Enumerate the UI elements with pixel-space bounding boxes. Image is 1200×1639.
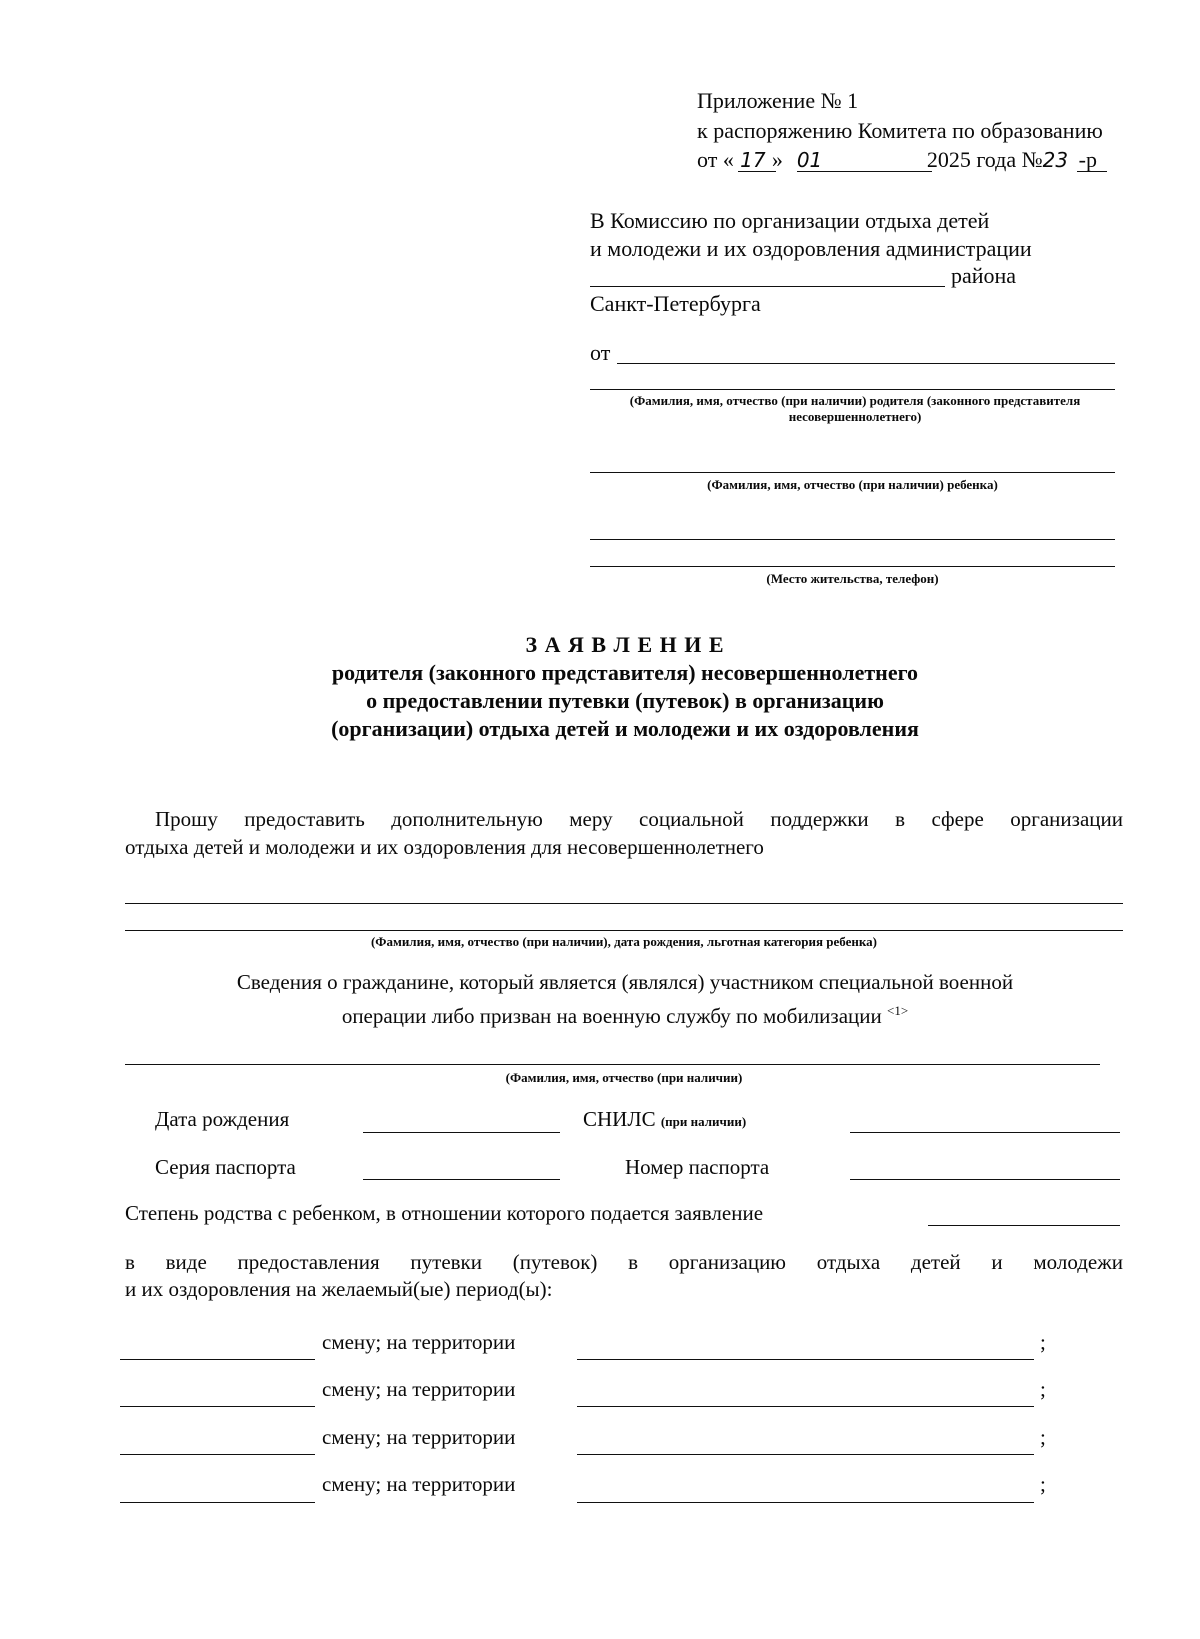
- passport-number-field[interactable]: [850, 1179, 1120, 1180]
- child-info-line-2: [125, 930, 1123, 931]
- address-line-1: [590, 539, 1115, 540]
- appendix-reference: к распоряжению Комитета по образованию: [697, 118, 1103, 143]
- shift-1-semicolon: ;: [1040, 1330, 1046, 1354]
- snils-field[interactable]: [850, 1132, 1120, 1133]
- district-field-line: [590, 286, 945, 287]
- shift-4-label: смену; на территории: [322, 1472, 516, 1496]
- territory-3-field[interactable]: [577, 1454, 1034, 1455]
- district-label: района: [951, 263, 1017, 288]
- title-line-1: родителя (законного представителя) несовершеннолетнего: [331, 660, 919, 685]
- order-day: 17: [740, 148, 766, 172]
- title-line-2: о предоставлении путевки (путевок) в организацию: [366, 688, 884, 713]
- passport-series-field[interactable]: [363, 1179, 560, 1180]
- birth-date-field[interactable]: [363, 1132, 560, 1133]
- caption-parent-2: несовершеннолетнего): [788, 409, 922, 424]
- order-date-line: от « 17 » 01 2025 года №23 -р: [697, 147, 1097, 172]
- shift-2-semicolon: ;: [1040, 1377, 1046, 1401]
- passport-number-label: Номер паспорта: [625, 1155, 770, 1179]
- appendix-number: Приложение № 1: [697, 88, 859, 113]
- caption-child-info: (Фамилия, имя, отчество (при наличии), дата рождения, льготная категория ребенка): [370, 934, 878, 949]
- shift-2-field[interactable]: [120, 1406, 315, 1407]
- shift-3-field[interactable]: [120, 1454, 315, 1455]
- shift-3-label: смену; на территории: [322, 1425, 516, 1449]
- footnote-marker: <1>: [887, 1003, 909, 1018]
- order-number: 23: [1042, 148, 1069, 172]
- underline-day: [738, 171, 776, 172]
- caption-child: (Фамилия, имя, отчество (при наличии) ребенка): [707, 477, 998, 492]
- territory-2-field[interactable]: [577, 1406, 1034, 1407]
- territory-1-field[interactable]: [577, 1359, 1034, 1360]
- addressee-line1: В Комиссию по организации отдыха детей: [590, 208, 990, 233]
- from-label: от: [590, 340, 611, 365]
- request-line-1: Прошу предоставить дополнительную меру социальной поддержки в сфере организации: [155, 807, 1123, 831]
- title-line-3: (организации) отдыха детей и молодежи и их оздоровления: [331, 716, 919, 741]
- document-title: З А Я В Л Е Н И Е: [525, 632, 725, 657]
- birth-date-label: Дата рождения: [155, 1107, 290, 1131]
- underline-month: [797, 171, 932, 172]
- parent-name-line-2: [590, 389, 1115, 390]
- parent-name-line-1: [617, 363, 1115, 364]
- relation-field[interactable]: [928, 1225, 1120, 1226]
- svo-line-1: Сведения о гражданине, который является (являлся) участником специальной военной: [236, 970, 1014, 994]
- shift-4-semicolon: ;: [1040, 1472, 1046, 1496]
- svo-line-2: операции либо призван на военную службу по мобилизации $^{<1>}$: [341, 1003, 909, 1028]
- shift-2-label: смену; на территории: [322, 1377, 516, 1401]
- snils-label: СНИЛС (при наличии): [583, 1107, 747, 1131]
- shift-1-label: смену; на территории: [322, 1330, 516, 1354]
- shift-3-semicolon: ;: [1040, 1425, 1046, 1449]
- order-month: 01: [796, 148, 823, 172]
- city-label: Санкт-Петербурга: [590, 291, 761, 316]
- addressee-line2: и молодежи и их оздоровления администрации: [590, 236, 1032, 261]
- child-name-line: [590, 472, 1115, 473]
- caption-address: (Место жительства, телефон): [766, 571, 939, 586]
- request-line-2: отдыха детей и молодежи и их оздоровления для несовершеннолетнего: [125, 835, 764, 859]
- caption-parent-1: (Фамилия, имя, отчество (при наличии) родителя (законного представителя: [629, 393, 1081, 408]
- underline-number: [1077, 171, 1107, 172]
- shift-4-field[interactable]: [120, 1502, 315, 1503]
- voucher-line-2: и их оздоровления на желаемый(ые) период(ы):: [125, 1277, 553, 1301]
- child-info-line-1: [125, 903, 1123, 904]
- relation-label: Степень родства с ребенком, в отношении которого подается заявление: [125, 1201, 764, 1225]
- caption-svo-name: (Фамилия, имя, отчество (при наличии): [505, 1070, 743, 1085]
- address-line-2: [590, 566, 1115, 567]
- shift-1-field[interactable]: [120, 1359, 315, 1360]
- passport-series-label: Серия паспорта: [155, 1155, 296, 1179]
- svo-name-line: [125, 1064, 1100, 1065]
- territory-4-field[interactable]: [577, 1502, 1034, 1503]
- voucher-line-1: в виде предоставления путевки (путевок) в организацию отдыха детей и молодежи: [125, 1250, 1123, 1274]
